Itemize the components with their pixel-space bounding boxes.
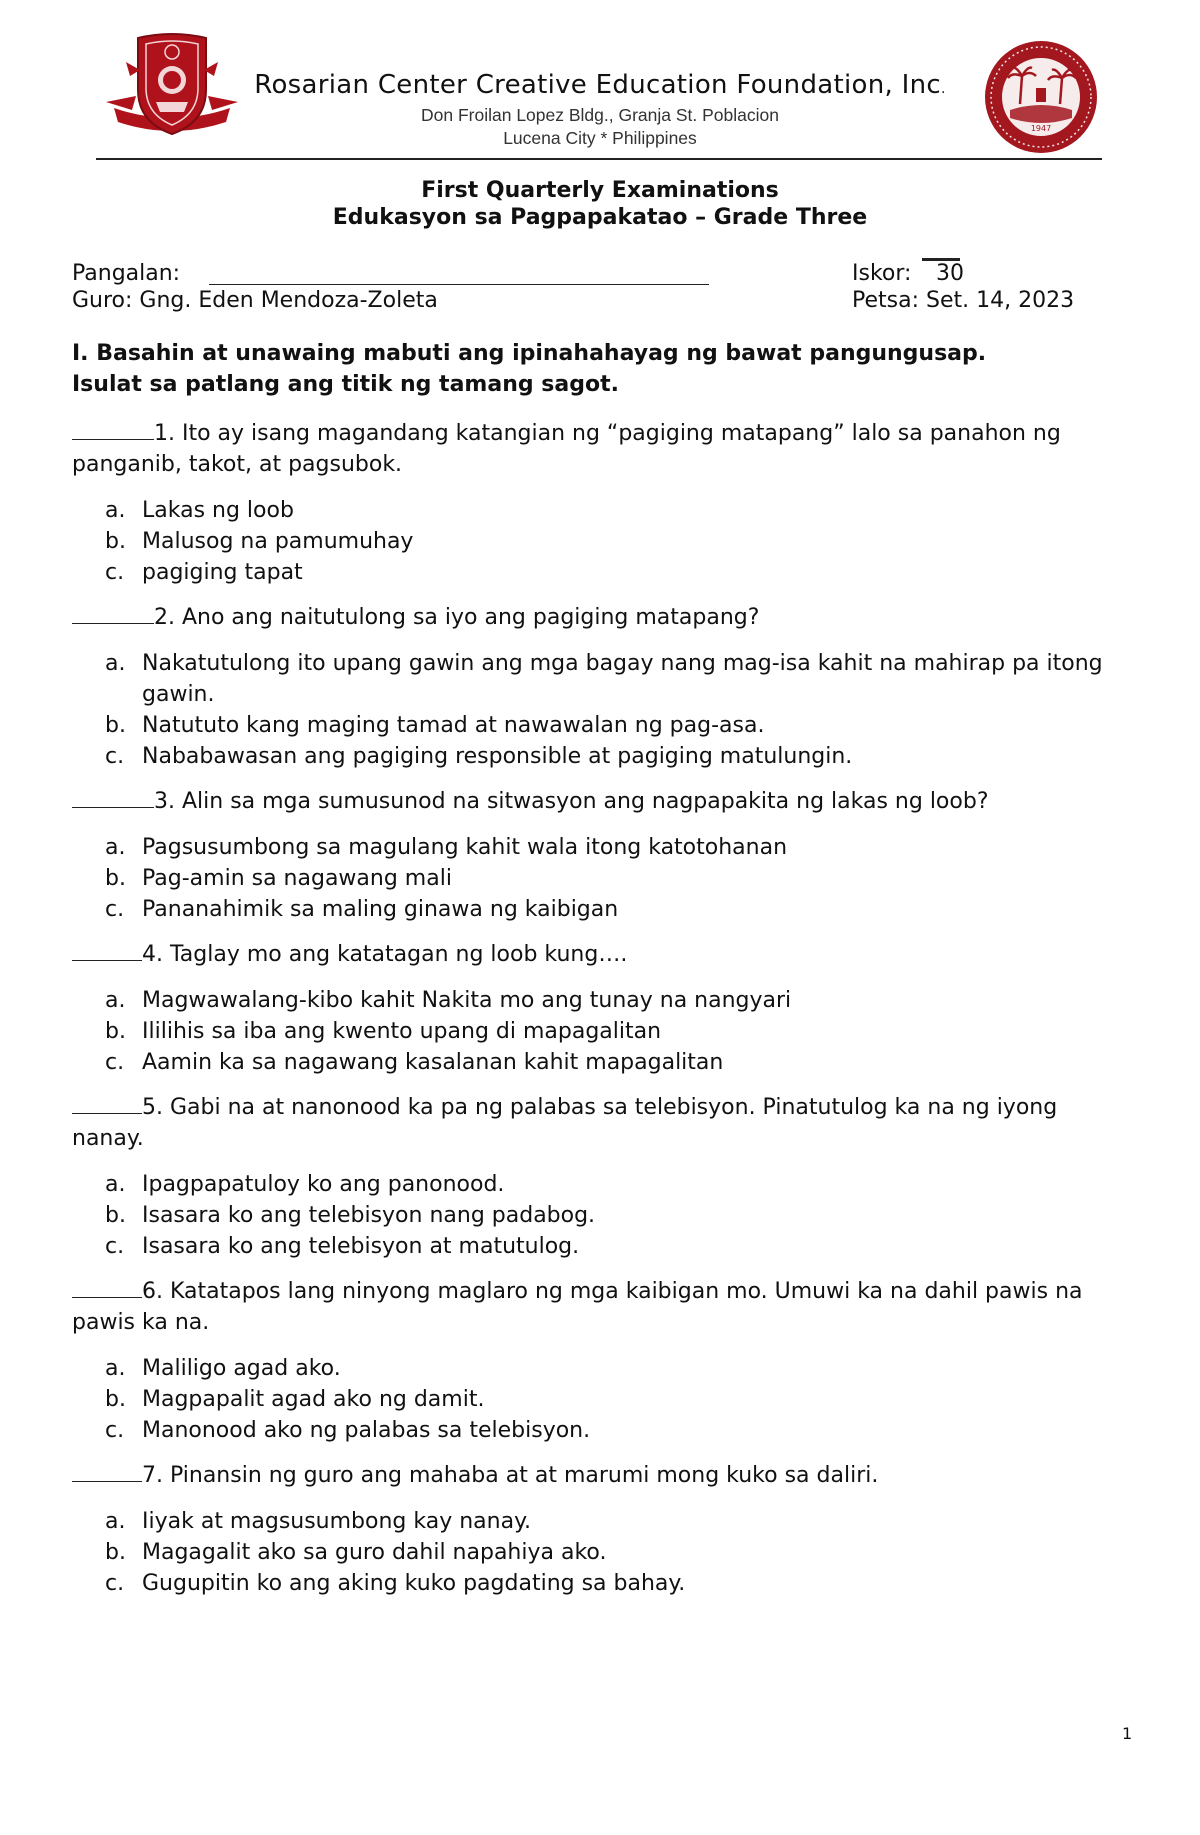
exam-subtitle: Edukasyon sa Pagpapakatao – Grade Three [332, 205, 868, 230]
answer-blank[interactable] [72, 1463, 142, 1482]
question-6 [72, 1276, 1132, 1446]
question-7 [72, 1460, 1132, 1599]
score-label: Iskor: [852, 261, 912, 286]
question-4 [72, 939, 1132, 1078]
option-item [72, 894, 1132, 925]
question-stem [72, 1460, 1132, 1491]
option-letter: a. [105, 988, 126, 1013]
address-line-1: Don Froilan Lopez Bldg., Granja St. Poblacion [421, 105, 779, 125]
option-letter: c. [105, 560, 125, 585]
option-text: Magwawalang-kibo kahit Nakita mo ang tunay na nangyari [142, 988, 792, 1013]
option-letter: c. [105, 1571, 125, 1596]
question-3 [72, 786, 1132, 925]
option-text: Isasara ko ang telebisyon nang padabog. [142, 1203, 596, 1228]
option-text: Iiyak at magsusumbong kay nanay. [142, 1509, 531, 1534]
name-answer-line[interactable] [209, 284, 709, 285]
option-text: Pagsusumbong sa magulang kahit wala itong katotohanan [142, 835, 788, 860]
organization-name [0, 70, 1200, 100]
option-letter: b. [105, 1203, 126, 1228]
option-item [72, 1231, 1132, 1262]
option-letter: b. [105, 1019, 126, 1044]
option-letter: c. [105, 744, 125, 769]
question-2 [72, 602, 1132, 772]
option-list [72, 1506, 1132, 1599]
question-stem [72, 418, 1132, 480]
option-letter: b. [105, 866, 126, 891]
option-letter: c. [105, 897, 125, 922]
option-item [72, 1384, 1132, 1415]
question-list [72, 418, 1132, 1613]
instructions [72, 338, 1132, 400]
option-item [72, 1016, 1132, 1047]
question-text: 4. Taglay mo ang katatagan ng loob kung…. [142, 942, 628, 967]
option-letter: a. [105, 835, 126, 860]
option-text: Aamin ka sa nagawang kasalanan kahit mapagalitan [142, 1050, 724, 1075]
question-stem [72, 602, 1132, 633]
option-item [72, 1568, 1132, 1599]
option-text: Natututo kang maging tamad at nawawalan ng pag-asa. [142, 713, 765, 738]
page-number: 1 [1122, 1724, 1133, 1743]
option-text: Magpapalit agad ako ng damit. [142, 1387, 485, 1412]
option-text: Gugupitin ko ang aking kuko pagdating sa bahay. [142, 1571, 686, 1596]
option-item [72, 741, 1132, 772]
seal-year: 1947 [1030, 124, 1052, 133]
option-text: pagiging tapat [142, 560, 303, 585]
option-list [72, 1353, 1132, 1446]
option-list [72, 648, 1132, 772]
question-stem [72, 939, 1132, 970]
answer-blank[interactable] [72, 605, 154, 624]
option-letter: b. [105, 1540, 126, 1565]
option-item [72, 1415, 1132, 1446]
question-stem [72, 786, 1132, 817]
option-list [72, 832, 1132, 925]
option-letter: b. [105, 1387, 126, 1412]
option-letter: c. [105, 1050, 125, 1075]
option-item [72, 1200, 1132, 1231]
option-letter: a. [105, 1172, 126, 1197]
question-text: 6. Katatapos lang ninyong maglaro ng mga kaibigan mo. Umuwi ka na dahil pawis na pawis ka na. [72, 1279, 1083, 1335]
option-letter: b. [105, 529, 126, 554]
question-stem [72, 1276, 1132, 1338]
option-item [72, 648, 1132, 710]
option-letter: a. [105, 1356, 126, 1381]
option-item [72, 1506, 1132, 1537]
instructions-line-2: Isulat sa patlang ang titik ng tamang sagot. [72, 372, 619, 397]
question-text: 2. Ano ang naitutulong sa iyo ang pagiging matapang? [154, 605, 760, 630]
answer-blank[interactable] [72, 421, 154, 440]
option-letter: a. [105, 1509, 126, 1534]
option-item [72, 1537, 1132, 1568]
exam-date: Petsa: Set. 14, 2023 [852, 288, 1075, 313]
option-text: Ipagpapatuloy ko ang panonood. [142, 1172, 505, 1197]
option-text: Pananahimik sa maling ginawa ng kaibigan [142, 897, 619, 922]
option-text: Ililihis sa iba ang kwento upang di mapagalitan [142, 1019, 662, 1044]
option-list [72, 985, 1132, 1078]
option-letter: c. [105, 1234, 125, 1259]
answer-blank[interactable] [72, 789, 154, 808]
option-item [72, 1169, 1132, 1200]
header-divider [96, 158, 1102, 160]
option-item [72, 710, 1132, 741]
option-item [72, 863, 1132, 894]
question-5 [72, 1092, 1132, 1262]
answer-blank[interactable] [72, 942, 142, 961]
option-list [72, 1169, 1132, 1262]
option-text: Maliligo agad ako. [142, 1356, 341, 1381]
answer-blank[interactable] [72, 1095, 142, 1114]
question-text: 5. Gabi na at nanonood ka pa ng palabas sa telebisyon. Pinatutulog ka na ng iyong nanay. [72, 1095, 1058, 1151]
answer-blank[interactable] [72, 1279, 142, 1298]
option-letter: c. [105, 1418, 125, 1443]
option-letter: a. [105, 498, 126, 523]
option-item [72, 832, 1132, 863]
option-letter: a. [105, 651, 126, 676]
teacher-name: Guro: Gng. Eden Mendoza-Zoleta [72, 288, 438, 313]
option-letter: b. [105, 713, 126, 738]
question-text: 7. Pinansin ng guro ang mahaba at at marumi mong kuko sa daliri. [142, 1463, 879, 1488]
question-stem [72, 1092, 1132, 1154]
question-1 [72, 418, 1132, 588]
score-total: 30 [936, 261, 964, 286]
name-label: Pangalan: [72, 261, 181, 286]
organization-name-text: Rosarian Center Creative Education Foundation, Inc [254, 70, 941, 100]
option-item [72, 495, 1132, 526]
instructions-line-1: I. Basahin at unawaing mabuti ang ipinahahayag ng bawat pangungusap. [72, 341, 987, 366]
option-text: Magagalit ako sa guro dahil napahiya ako. [142, 1540, 607, 1565]
option-item [72, 557, 1132, 588]
exam-title: First Quarterly Examinations [421, 178, 779, 203]
option-text: Nababawasan ang pagiging responsible at pagiging matulungin. [142, 744, 853, 769]
option-item [72, 985, 1132, 1016]
option-item [72, 1353, 1132, 1384]
organization-name-suffix: . [940, 81, 946, 97]
option-text: Isasara ko ang telebisyon at matutulog. [142, 1234, 580, 1259]
question-text: 1. Ito ay isang magandang katangian ng “pagiging matapang” lalo sa panahon ng panganib, takot, at pagsubok. [72, 421, 1061, 477]
option-list [72, 495, 1132, 588]
option-text: Lakas ng loob [142, 498, 294, 523]
option-item [72, 526, 1132, 557]
option-text: Pag-amin sa nagawang mali [142, 866, 452, 891]
option-text: Manonood ako ng palabas sa telebisyon. [142, 1418, 591, 1443]
address-line-2: Lucena City * Philippines [503, 128, 697, 148]
question-text: 3. Alin sa mga sumusunod na sitwasyon ang nagpapakita ng lakas ng loob? [154, 789, 989, 814]
option-item [72, 1047, 1132, 1078]
option-text: Malusog na pamumuhay [142, 529, 414, 554]
option-text: Nakatutulong ito upang gawin ang mga bagay nang mag-isa kahit na mahirap pa itong gawin. [142, 651, 1103, 707]
